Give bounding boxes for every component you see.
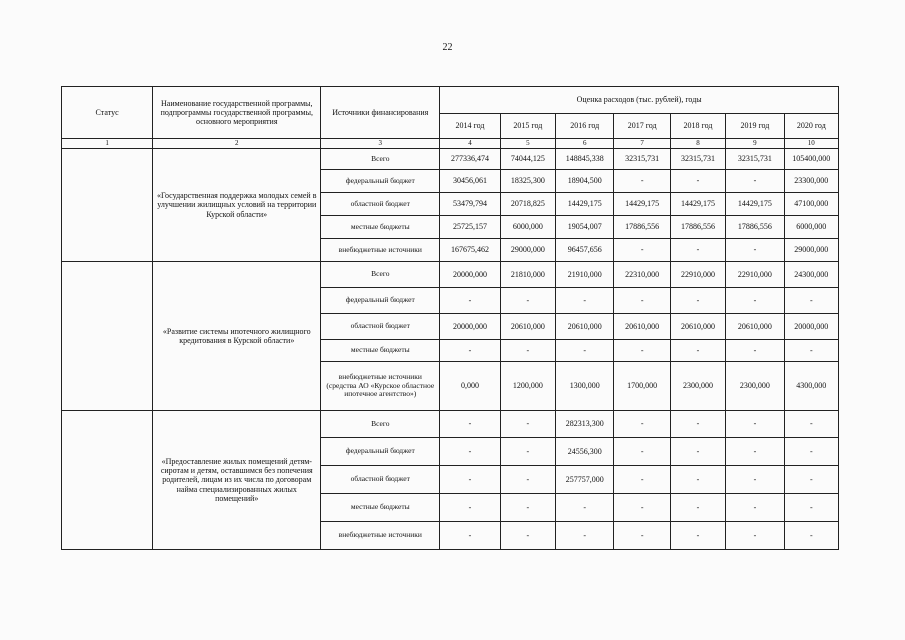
source-cell: Всего — [321, 149, 440, 170]
value-cell: 24300,000 — [784, 262, 838, 288]
value-cell: 20610,000 — [500, 314, 555, 340]
header-year: 2018 год — [670, 114, 725, 139]
value-cell: - — [614, 170, 670, 193]
source-cell: областной бюджет — [321, 193, 440, 216]
value-cell: - — [784, 522, 838, 550]
value-cell: - — [440, 340, 500, 362]
value-cell: 6000,000 — [784, 216, 838, 239]
value-cell: - — [614, 466, 670, 494]
value-cell: 17886,556 — [670, 216, 725, 239]
source-cell: местные бюджеты — [321, 216, 440, 239]
value-cell: 4300,000 — [784, 362, 838, 411]
value-cell: 47100,000 — [784, 193, 838, 216]
column-number: 3 — [321, 139, 440, 149]
value-cell: 20000,000 — [440, 262, 500, 288]
status-cell — [62, 262, 153, 411]
value-cell: 23300,000 — [784, 170, 838, 193]
value-cell: - — [500, 438, 555, 466]
value-cell: - — [784, 411, 838, 438]
value-cell: - — [500, 494, 555, 522]
value-cell: 2300,000 — [670, 362, 725, 411]
source-cell: внебюджетные источники — [321, 239, 440, 262]
value-cell: 14429,175 — [614, 193, 670, 216]
value-cell: - — [556, 494, 614, 522]
value-cell: 20000,000 — [784, 314, 838, 340]
value-cell: - — [784, 494, 838, 522]
value-cell: - — [556, 288, 614, 314]
value-cell: - — [726, 494, 784, 522]
value-cell: 1300,000 — [556, 362, 614, 411]
value-cell: - — [726, 466, 784, 494]
value-cell: - — [440, 466, 500, 494]
value-cell: - — [614, 411, 670, 438]
header-year: 2016 год — [556, 114, 614, 139]
page-number: 22 — [442, 42, 453, 53]
value-cell: - — [670, 466, 725, 494]
status-cell — [62, 149, 153, 262]
value-cell: - — [726, 239, 784, 262]
value-cell: 22910,000 — [726, 262, 784, 288]
value-cell: - — [614, 522, 670, 550]
value-cell: - — [670, 288, 725, 314]
value-cell: 96457,656 — [556, 239, 614, 262]
header-sources: Источники финансирования — [321, 87, 440, 139]
column-number: 10 — [784, 139, 838, 149]
column-number: 5 — [500, 139, 555, 149]
source-cell: федеральный бюджет — [321, 288, 440, 314]
source-cell: местные бюджеты — [321, 340, 440, 362]
value-cell: - — [440, 494, 500, 522]
value-cell: - — [500, 411, 555, 438]
value-cell: 277336,474 — [440, 149, 500, 170]
header-year: 2017 год — [614, 114, 670, 139]
value-cell: - — [726, 438, 784, 466]
value-cell: - — [784, 438, 838, 466]
value-cell: - — [614, 239, 670, 262]
value-cell: - — [614, 288, 670, 314]
table-row — [62, 262, 839, 288]
source-cell: областной бюджет — [321, 314, 440, 340]
header-row-column-numbers — [62, 139, 839, 149]
value-cell: - — [614, 340, 670, 362]
header-year: 2019 год — [726, 114, 784, 139]
value-cell: - — [500, 288, 555, 314]
header-row-1 — [62, 87, 839, 114]
value-cell: - — [670, 411, 725, 438]
value-cell: 18904,500 — [556, 170, 614, 193]
value-cell: - — [726, 340, 784, 362]
source-cell: Всего — [321, 262, 440, 288]
header-name: Наименование государственной программы, подпрограммы государственной программы, основного мероприятия — [153, 87, 321, 139]
value-cell: 22310,000 — [614, 262, 670, 288]
value-cell: 20718,825 — [500, 193, 555, 216]
value-cell: - — [556, 522, 614, 550]
value-cell: - — [670, 340, 725, 362]
value-cell: 18325,300 — [500, 170, 555, 193]
source-cell: внебюджетные источники (средства АО «Курское областное ипотечное агентство») — [321, 362, 440, 411]
value-cell: 0,000 — [440, 362, 500, 411]
value-cell: - — [784, 466, 838, 494]
value-cell: - — [440, 438, 500, 466]
program-name-cell: «Предоставление жилых помещений детям-сиротам и детям, оставшимся без попечения родителей, лицам из их числа по договорам найма специализированных жилых помещений» — [153, 411, 321, 550]
source-cell: федеральный бюджет — [321, 438, 440, 466]
value-cell: 6000,000 — [500, 216, 555, 239]
source-cell: Всего — [321, 411, 440, 438]
source-cell: областной бюджет — [321, 466, 440, 494]
value-cell: 282313,300 — [556, 411, 614, 438]
source-cell: федеральный бюджет — [321, 170, 440, 193]
header-year: 2020 год — [784, 114, 838, 139]
value-cell: 53479,794 — [440, 193, 500, 216]
value-cell: - — [670, 522, 725, 550]
value-cell: 20610,000 — [670, 314, 725, 340]
column-number: 2 — [153, 139, 321, 149]
value-cell: 257757,000 — [556, 466, 614, 494]
value-cell: 30456,061 — [440, 170, 500, 193]
value-cell: - — [670, 494, 725, 522]
value-cell: 1200,000 — [500, 362, 555, 411]
value-cell: 32315,731 — [614, 149, 670, 170]
value-cell: - — [670, 170, 725, 193]
value-cell: 29000,000 — [500, 239, 555, 262]
value-cell: 20610,000 — [726, 314, 784, 340]
value-cell: 21810,000 — [500, 262, 555, 288]
value-cell: 25725,157 — [440, 216, 500, 239]
column-number: 6 — [556, 139, 614, 149]
header-year: 2015 год — [500, 114, 555, 139]
value-cell: 29000,000 — [784, 239, 838, 262]
value-cell: 17886,556 — [726, 216, 784, 239]
header-year: 2014 год — [440, 114, 500, 139]
value-cell: - — [556, 340, 614, 362]
value-cell: - — [670, 438, 725, 466]
table-row — [62, 149, 839, 170]
value-cell: 1700,000 — [614, 362, 670, 411]
column-number: 9 — [726, 139, 784, 149]
value-cell: 32315,731 — [726, 149, 784, 170]
column-number: 4 — [440, 139, 500, 149]
value-cell: - — [500, 522, 555, 550]
value-cell: - — [614, 494, 670, 522]
header-status: Статус — [62, 87, 153, 139]
value-cell: 74044,125 — [500, 149, 555, 170]
value-cell: - — [614, 438, 670, 466]
value-cell: - — [670, 239, 725, 262]
value-cell: 167675,462 — [440, 239, 500, 262]
budget-table — [61, 86, 839, 550]
value-cell: - — [726, 411, 784, 438]
value-cell: 21910,000 — [556, 262, 614, 288]
column-number: 8 — [670, 139, 725, 149]
value-cell: 2300,000 — [726, 362, 784, 411]
value-cell: 20610,000 — [556, 314, 614, 340]
value-cell: - — [726, 288, 784, 314]
value-cell: - — [500, 340, 555, 362]
value-cell: 148845,338 — [556, 149, 614, 170]
value-cell: - — [784, 288, 838, 314]
value-cell: 14429,175 — [726, 193, 784, 216]
column-number: 1 — [62, 139, 153, 149]
value-cell: - — [440, 411, 500, 438]
value-cell: - — [726, 522, 784, 550]
value-cell: 14429,175 — [670, 193, 725, 216]
value-cell: 19054,007 — [556, 216, 614, 239]
value-cell: - — [726, 170, 784, 193]
value-cell: 14429,175 — [556, 193, 614, 216]
program-name-cell: «Развитие системы ипотечного жилищного кредитования в Курской области» — [153, 262, 321, 411]
status-cell — [62, 411, 153, 550]
value-cell: 32315,731 — [670, 149, 725, 170]
source-cell: внебюджетные источники — [321, 522, 440, 550]
value-cell: - — [440, 288, 500, 314]
header-estimate: Оценка расходов (тыс. рублей), годы — [440, 87, 839, 114]
value-cell: 17886,556 — [614, 216, 670, 239]
value-cell: - — [500, 466, 555, 494]
source-cell: местные бюджеты — [321, 494, 440, 522]
value-cell: - — [784, 340, 838, 362]
table-row — [62, 411, 839, 438]
program-name-cell: «Государственная поддержка молодых семей в улучшении жилищных условий на территории Курской области» — [153, 149, 321, 262]
value-cell: 24556,300 — [556, 438, 614, 466]
value-cell: 20000,000 — [440, 314, 500, 340]
value-cell: 105400,000 — [784, 149, 838, 170]
value-cell: 20610,000 — [614, 314, 670, 340]
value-cell: 22910,000 — [670, 262, 725, 288]
value-cell: - — [440, 522, 500, 550]
column-number: 7 — [614, 139, 670, 149]
